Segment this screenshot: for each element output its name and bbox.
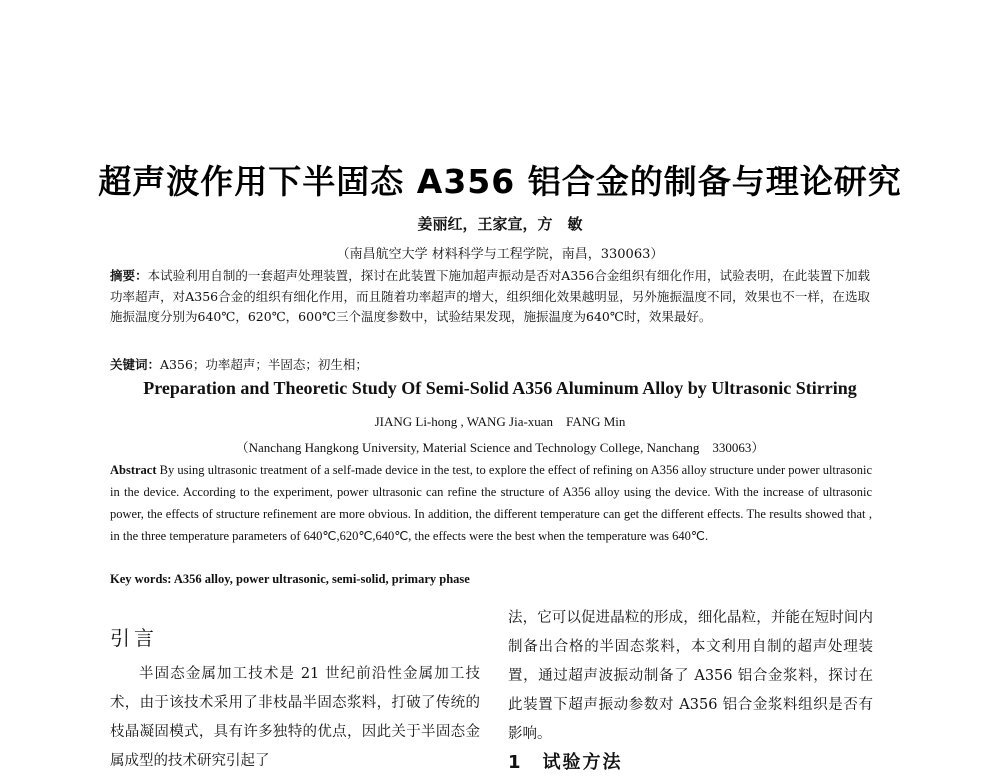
keywords-cn-text: A356；功率超声；半固态；初生相； bbox=[160, 357, 368, 372]
body-column-left bbox=[110, 660, 480, 776]
section-heading-intro: 引言 bbox=[110, 626, 158, 650]
keywords-cn bbox=[110, 355, 870, 375]
paper-title-en: Preparation and Theoretic Study Of Semi-Solid A356 Aluminum Alloy by Ultrasonic Stirring bbox=[143, 378, 857, 398]
abstract-cn bbox=[110, 266, 870, 328]
authors-cn: 姜丽红，王家宣，方 敏 bbox=[417, 215, 583, 233]
affiliation-cn: （南昌航空大学 材料科学与工程学院，南昌，330063） bbox=[336, 247, 664, 262]
affiliation-en: （Nanchang Hangkong University, Material Science and Technology College, Nanchang 330063） bbox=[235, 440, 765, 455]
abstract-en bbox=[110, 459, 872, 547]
abstract-en-label: Abstract bbox=[110, 463, 157, 477]
keywords-cn-label: 关键词： bbox=[110, 357, 161, 372]
paper-title-cn: 超声波作用下半固态 A356 铝合金的制备与理论研究 bbox=[98, 162, 902, 201]
abstract-cn-text: 本试验利用自制的一套超声处理装置，探讨在此装置下施加超声振动是否对A356合金组织有细化作用，试验表明，在此装置下加载功率超声，对A356合金的组织有细化作用，而且随着功率超声的增大，组织细化效果越明显，另外施振温度不同，效果也不一样，在选取施振温度分别为640℃，620℃，600℃三个温度参数中，试验结果发现，施振温度为640℃时，效果最好。 bbox=[110, 268, 870, 324]
authors-en: JIANG Li-hong , WANG Jia-xuan FANG Min bbox=[374, 414, 626, 429]
intro-paragraph-right: 法，它可以促进晶粒的形成，细化晶粒，并能在短时间内制备出合格的半固态浆料，本文利用自制的超声处理装置，通过超声波振动制备了 A356 铝合金浆料，探讨在此装置下超声振动参数对 A356 铝合金浆料组织是否有影响。 bbox=[508, 610, 873, 742]
section-heading-methods: 1 试验方法 bbox=[508, 752, 623, 773]
abstract-cn-label: 摘要： bbox=[110, 268, 148, 283]
intro-paragraph-left: 半固态金属加工技术是 21 世纪前沿性金属加工技术，由于该技术采用了非枝晶半固态浆料，打破了传统的枝晶凝固模式，具有许多独特的优点，因此关于半固态金属成型的技术研究引起了 bbox=[110, 666, 480, 769]
keywords-en: Key words: A356 alloy, power ultrasonic, semi-solid, primary phase bbox=[110, 572, 470, 586]
abstract-en-text: By using ultrasonic treatment of a self-made device in the test, to explore the effect of refining on A356 alloy structure under power ultrasonic in the device. According to the experiment, power ultrasonic can refine the structure of A356 alloy using the device. With the increase of ultrasonic power, the effects of structure refinement are more obvious. In addition, the different temperature can get the different effects. The results showed that , in the three temperature parameters of 640℃,620℃,640℃, the effects were the best when the temperature was 640℃. bbox=[110, 463, 872, 543]
body-column-right bbox=[508, 604, 873, 749]
